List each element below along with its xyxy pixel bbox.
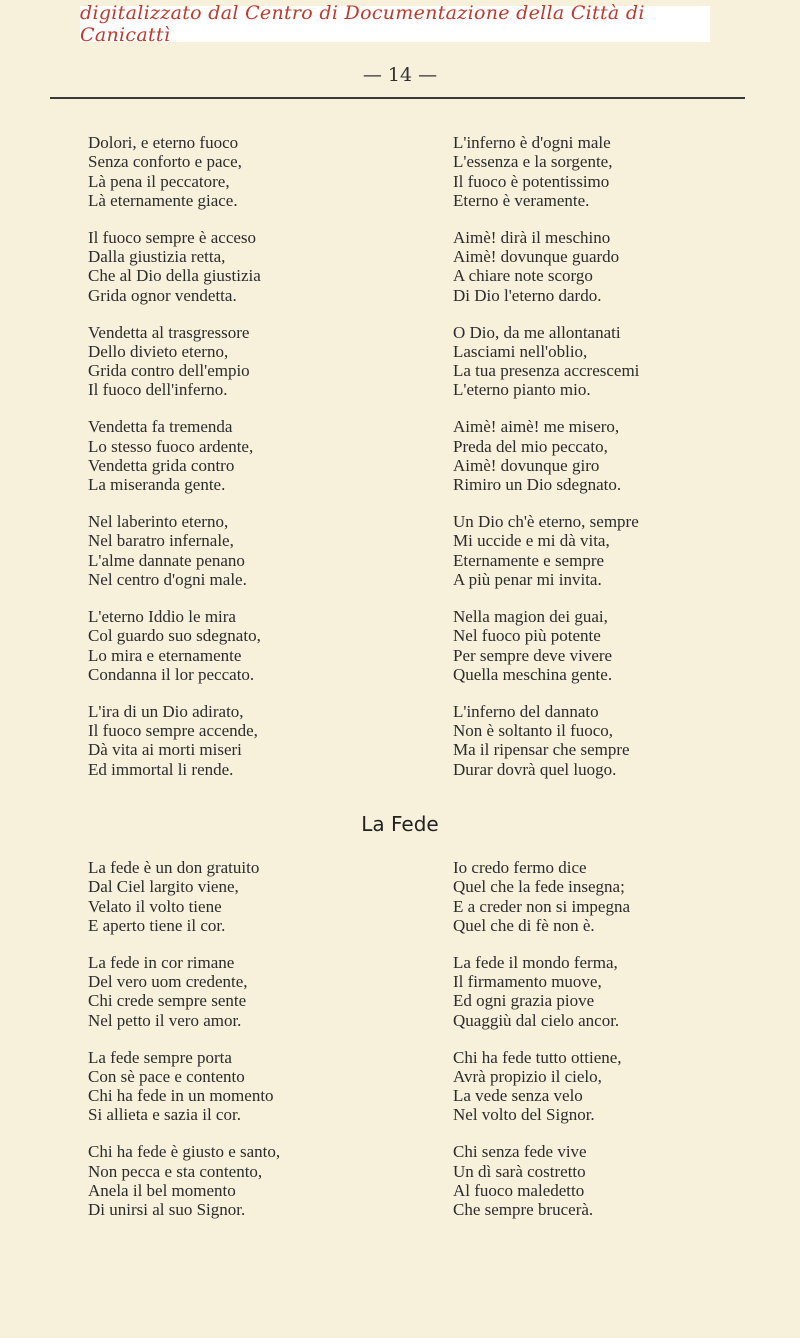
stanza xyxy=(453,512,783,589)
stanza xyxy=(88,512,418,589)
verse-line: L'eterno pianto mio. xyxy=(453,380,591,400)
verse-line: Un dì sarà costretto xyxy=(453,1161,586,1181)
verse-line: L'alme dannate penano xyxy=(88,550,245,570)
verse-line: L'inferno del dannato xyxy=(453,701,599,721)
verse-line: Di Dio l'eterno dardo. xyxy=(453,285,602,305)
stanza xyxy=(453,323,783,400)
verse-line: Là eternamente giace. xyxy=(88,190,238,210)
verse-line: Dà vita ai morti miseri xyxy=(88,740,242,760)
section-title: La Fede xyxy=(361,812,439,836)
verse-line: L'ira di un Dio adirato, xyxy=(88,701,244,721)
poem-column-left-bottom xyxy=(88,858,418,1237)
verse-line: Che sempre brucerà. xyxy=(453,1200,594,1220)
verse-line: Col guardo suo sdegnato, xyxy=(88,626,261,646)
verse-line: Avrà propizio il cielo, xyxy=(453,1066,602,1086)
verse-line: Quaggiù dal cielo ancor. xyxy=(453,1010,620,1030)
verse-line: Nel petto il vero amor. xyxy=(88,1010,242,1030)
verse-line: Aimè! dovunque guardo xyxy=(453,247,620,267)
stanza xyxy=(453,417,783,494)
verse-line: Lo stesso fuoco ardente, xyxy=(88,436,254,456)
stanza xyxy=(88,417,418,494)
verse-line: A chiare note scorgo xyxy=(453,266,593,286)
verse-line: Dalla giustizia retta, xyxy=(88,247,226,267)
verse-line: A più penar mi invita. xyxy=(453,570,602,590)
verse-line: Non pecca e sta contento, xyxy=(88,1161,263,1181)
stanza xyxy=(88,953,418,1030)
verse-line: Preda del mio peccato, xyxy=(453,436,608,456)
verse-line: Quel che la fede insegna; xyxy=(453,877,625,897)
verse-line: L'inferno è d'ogni male xyxy=(453,133,611,152)
page-number: — 14 — xyxy=(362,64,438,86)
verse-line: Aimè! dovunque giro xyxy=(453,455,600,475)
verse-line: Al fuoco maledetto xyxy=(453,1180,585,1200)
verse-line: Vendetta grida contro xyxy=(88,455,235,475)
verse-line: Che al Dio della giustizia xyxy=(88,266,261,286)
verse-line: Chi ha fede in un momento xyxy=(88,1086,274,1106)
stanza xyxy=(453,1142,783,1219)
verse-line: Il fuoco dell'inferno. xyxy=(88,380,228,400)
verse-line: Il fuoco sempre è acceso xyxy=(88,227,257,247)
verse-line: Chi crede sempre sente xyxy=(88,991,247,1011)
verse-line: Lo mira e eternamente xyxy=(88,645,242,665)
verse-line: Grida contro dell'empio xyxy=(88,361,250,381)
verse-line: Grida ognor vendetta. xyxy=(88,285,237,305)
stanza xyxy=(453,228,783,305)
verse-line: Si allieta e sazia il cor. xyxy=(88,1105,241,1125)
stanza xyxy=(88,1048,418,1125)
stanza xyxy=(88,133,418,210)
verse-line: Eterno è veramente. xyxy=(453,190,590,210)
verse-line: Dal Ciel largito viene, xyxy=(88,877,239,897)
verse-line: Ma il ripensar che sempre xyxy=(453,740,630,760)
verse-line: La fede è un don gratuito xyxy=(88,858,260,877)
verse-line: Senza conforto e pace, xyxy=(88,152,242,172)
stanza xyxy=(453,133,783,210)
verse-line: La vede senza velo xyxy=(453,1086,583,1106)
verse-line: Anela il bel momento xyxy=(88,1180,236,1200)
verse-line: E a creder non si impegna xyxy=(453,896,631,916)
verse-line: Nel baratro infernale, xyxy=(88,531,234,551)
verse-line: Il fuoco sempre accende, xyxy=(88,720,258,740)
verse-line: Vendetta al trasgressore xyxy=(88,322,250,342)
verse-line: Ed ogni grazia piove xyxy=(453,991,595,1011)
verse-line: Mi uccide e mi dà vita, xyxy=(453,531,610,551)
digitization-watermark: digitalizzato dal Centro di Documentazione della Città di Canicattì xyxy=(80,6,710,42)
verse-line: Chi ha fede tutto ottiene, xyxy=(453,1047,622,1067)
stanza xyxy=(88,607,418,684)
verse-line: Durar dovrà quel luogo. xyxy=(453,759,617,779)
verse-line: Vendetta fa tremenda xyxy=(88,417,233,437)
verse-line: Nel laberinto eterno, xyxy=(88,512,229,532)
verse-line: Chi ha fede è giusto e santo, xyxy=(88,1142,281,1162)
verse-line: L'essenza e la sorgente, xyxy=(453,152,613,172)
poem-column-right-top xyxy=(453,133,783,796)
verse-line: Nel fuoco più potente xyxy=(453,626,601,646)
verse-line: Condanna il lor peccato. xyxy=(88,664,255,684)
poem-column-left-top xyxy=(88,133,418,796)
verse-line: Con sè pace e contento xyxy=(88,1066,245,1086)
verse-line: La miseranda gente. xyxy=(88,475,226,495)
verse-line: Quella meschina gente. xyxy=(453,664,613,684)
verse-line: Nella magion dei guai, xyxy=(453,606,608,626)
verse-line: Rimiro un Dio sdegnato. xyxy=(453,475,622,495)
poem-column-right-bottom xyxy=(453,858,783,1237)
header-rule xyxy=(50,97,745,99)
verse-line: Per sempre deve vivere xyxy=(453,645,613,665)
stanza xyxy=(88,228,418,305)
verse-line: L'eterno Iddio le mira xyxy=(88,606,236,626)
verse-line: Il fuoco è potentissimo xyxy=(453,171,610,191)
verse-line: Un Dio ch'è eterno, sempre xyxy=(453,512,639,532)
stanza xyxy=(88,323,418,400)
verse-line: Del vero uom credente, xyxy=(88,972,248,992)
verse-line: La fede sempre porta xyxy=(88,1047,232,1067)
verse-line: La tua presenza accrescemi xyxy=(453,361,640,381)
stanza xyxy=(453,702,783,779)
verse-line: Nel centro d'ogni male. xyxy=(88,570,247,590)
verse-line: La fede il mondo ferma, xyxy=(453,952,618,972)
verse-line: E aperto tiene il cor. xyxy=(88,915,226,935)
verse-line: Lasciami nell'oblio, xyxy=(453,341,588,361)
verse-line: Aimè! aimè! me misero, xyxy=(453,417,620,437)
verse-line: Aimè! dirà il meschino xyxy=(453,227,611,247)
verse-line: Il firmamento muove, xyxy=(453,972,602,992)
verse-line: Quel che di fè non è. xyxy=(453,915,595,935)
stanza xyxy=(453,953,783,1030)
verse-line: Di unirsi al suo Signor. xyxy=(88,1200,246,1220)
stanza xyxy=(88,1142,418,1219)
verse-line: O Dio, da me allontanati xyxy=(453,322,621,342)
verse-line: Eternamente e sempre xyxy=(453,550,605,570)
verse-line: Velato il volto tiene xyxy=(88,896,222,916)
stanza xyxy=(88,858,418,935)
verse-line: Dello divieto eterno, xyxy=(88,341,229,361)
stanza xyxy=(453,858,783,935)
verse-line: Dolori, e eterno fuoco xyxy=(88,133,239,152)
stanza xyxy=(88,702,418,779)
verse-line: La fede in cor rimane xyxy=(88,952,235,972)
verse-line: Nel volto del Signor. xyxy=(453,1105,595,1125)
verse-line: Non è soltanto il fuoco, xyxy=(453,720,614,740)
stanza xyxy=(453,1048,783,1125)
verse-line: Chi senza fede vive xyxy=(453,1142,587,1162)
stanza xyxy=(453,607,783,684)
verse-line: Là pena il peccatore, xyxy=(88,171,230,191)
verse-line: Io credo fermo dice xyxy=(453,858,587,877)
verse-line: Ed immortal li rende. xyxy=(88,759,234,779)
